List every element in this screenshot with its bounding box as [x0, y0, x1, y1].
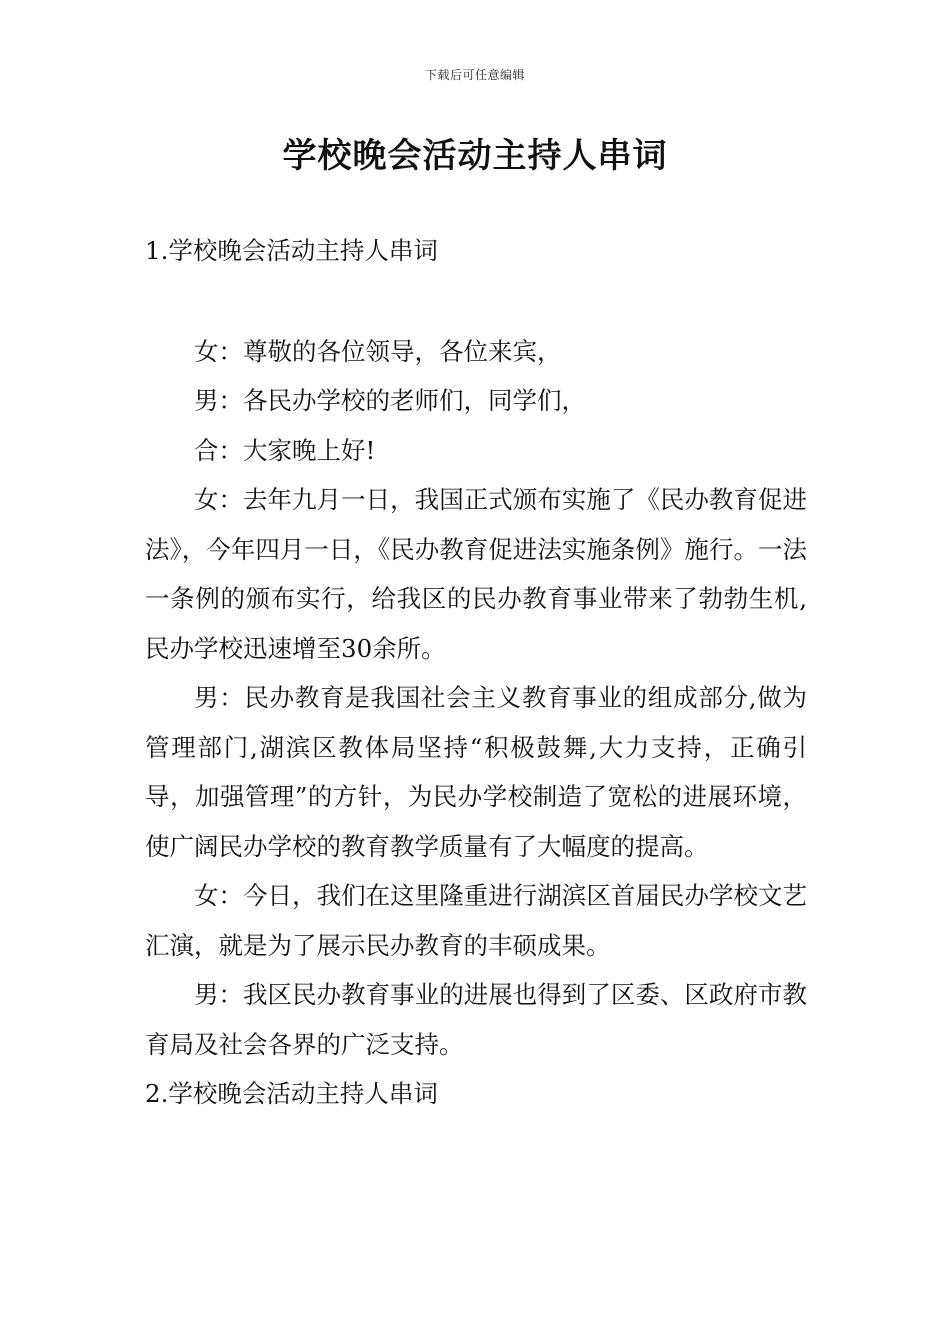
dialogue-paragraph: 女：尊敬的各位领导，各位来宾， — [194, 336, 562, 366]
document-body — [145, 226, 807, 1119]
dialogue-paragraph: 女：今日，我们在这里隆重进行湖滨区首届民办学校文艺汇演，就是为了展示民办教育的丰硕成果。 — [145, 881, 807, 960]
document-title: 学校晚会活动主持人串词 — [282, 136, 668, 176]
dialogue-paragraph: 男：各民办学校的老师们，同学们， — [194, 386, 586, 415]
dialogue-paragraph: 女：去年九月一日，我国正式颁布实施了《民办教育促进法》，今年四月一日，《民办教育促进法实施条例》施行。一法一条例的颁布实行，给我区的民办教育事业带来了勃勃生机,民办学校迅速增至30余所。 — [145, 485, 807, 663]
dialogue-paragraph: 男：民办教育是我国社会主义教育事业的组成部分,做为管理部门,湖滨区教体局坚持“积极鼓舞,大力支持，正确引导，加强管理”的方针，为民办学校制造了宽松的进展环境，使广阔民办学校的教育教学质量有了大幅度的提高。 — [145, 683, 807, 861]
dialogue-paragraph: 男：我区民办教育事业的进展也得到了区委、区政府市教育局及社会各界的广泛支持。 — [145, 980, 807, 1059]
dialogue-paragraph: 合：大家晚上好! — [194, 435, 376, 465]
section-heading-2: 2.学校晚会活动主持人串词 — [145, 1079, 438, 1108]
section-heading-1: 1.学校晚会活动主持人串词 — [145, 236, 438, 265]
header-note: 下载后可任意编辑 — [424, 68, 525, 82]
